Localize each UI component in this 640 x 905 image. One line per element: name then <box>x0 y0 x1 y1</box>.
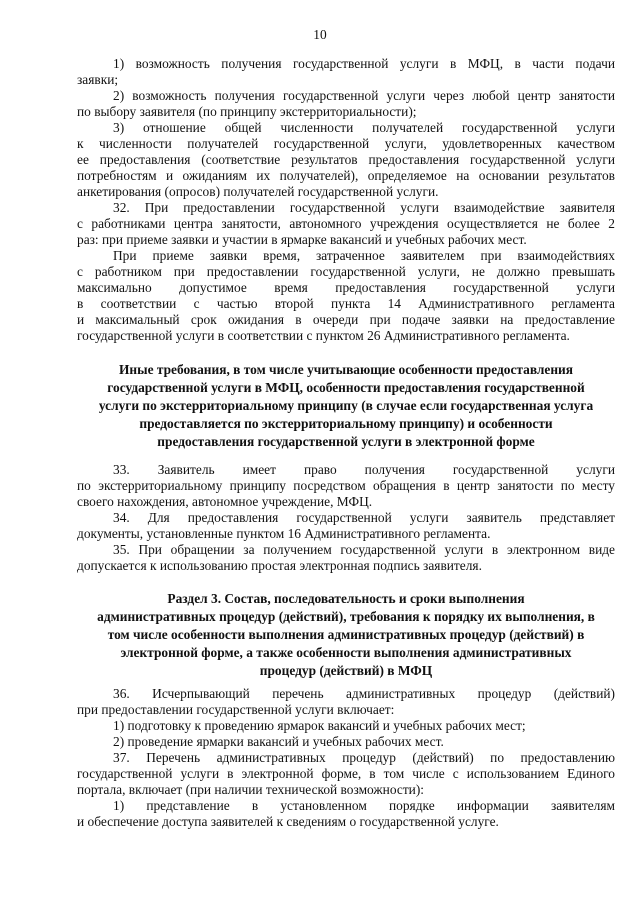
text-line: к численности получателей государственной услуги, удовлетворенных качеством <box>77 136 615 151</box>
para-35 <box>77 542 615 574</box>
text-line: с работниками центра занятости, автономного учреждения осуществляется не более 2 <box>77 216 615 231</box>
text-line: при предоставлении государственной услуги включает: <box>77 702 395 717</box>
text-line: При приеме заявки время, затраченное заявителем при взаимодействиях <box>113 248 615 263</box>
page-number: 10 <box>313 27 327 42</box>
text-line: 2) возможность получения государственной услуги через любой центр занятости <box>113 88 615 103</box>
text-line: 36. Исчерпывающий перечень административных процедур (действий) <box>113 686 615 701</box>
heading-line: услуги по экстерриториальному принципу (в случае если государственная услуга <box>98 398 594 413</box>
text-line: 34. Для предоставления государственной услуги заявитель представляет <box>113 510 615 525</box>
heading-line: процедур (действий) в МФЦ <box>259 663 433 678</box>
heading-line: Иные требования, в том числе учитывающие особенности предоставления <box>118 362 574 377</box>
text-line: заявки; <box>77 72 119 87</box>
heading-line: том числе особенности выполнения административных процедур (действий) в <box>107 627 585 642</box>
text-line: 1) подготовку к проведению ярмарок вакансий и учебных рабочих мест; <box>113 718 526 733</box>
para-32 <box>77 200 615 248</box>
text-line: 3) отношение общей численности получателей государственной услуги <box>113 120 615 135</box>
text-line: максимально допустимое время предоставления государственной услуги <box>77 280 615 295</box>
heading-line: предоставления государственной услуги в электронной форме <box>157 434 535 449</box>
text-line: раз: при приеме заявки и участии в ярмарке вакансий и учебных рабочих мест. <box>77 232 527 247</box>
para-33 <box>77 462 615 510</box>
para-32-waiting-time <box>77 248 615 344</box>
text-line: и максимальный срок ожидания в очереди при подаче заявки на предоставление <box>77 312 615 327</box>
para-1 <box>77 56 615 88</box>
text-line: государственной услуги в электронной форме, в том числе с использованием Единого <box>77 766 615 781</box>
heading-line: государственной услуги в МФЦ, особенности предоставления государственной <box>107 380 585 395</box>
text-line: портала, включает (при наличии технической возможности): <box>77 782 425 797</box>
section-heading-other-requirements <box>77 361 615 451</box>
text-line: 32. При предоставлении государственной услуги взаимодействие заявителя <box>113 200 615 215</box>
text-line: по выбору заявителя (по принципу экстерриториальности); <box>77 104 417 119</box>
para-3 <box>77 120 615 200</box>
text-line: государственной услуги в соответствии с пунктом 26 Административного регламента. <box>77 328 570 343</box>
heading-line: административных процедур (действий), требования к порядку их выполнения, в <box>97 609 595 624</box>
para-34 <box>77 510 615 542</box>
para-36 <box>77 686 615 718</box>
para-37 <box>77 750 615 798</box>
text-line: 33. Заявитель имеет право получения государственной услуги <box>113 462 615 477</box>
text-line: и обеспечение доступа заявителей к сведениям о государственной услуге. <box>77 814 499 829</box>
para-2 <box>77 88 615 120</box>
para-36-item-2 <box>77 734 615 750</box>
text-line: 35. При обращении за получением государственной услуги в электронном виде <box>113 542 615 557</box>
text-line: 1) представление в установленном порядке информации заявителям <box>113 798 615 813</box>
text-line: с работником при предоставлении государственной услуги, не должно превышать <box>77 264 615 279</box>
para-36-item-1 <box>77 718 615 734</box>
heading-line: электронной форме, а также особенности выполнения административных <box>120 645 572 660</box>
text-line: 37. Перечень административных процедур (действий) по предоставлению <box>113 750 615 765</box>
text-line: потребностям и ожиданиям их получателей), определяемое на основании результатов <box>77 168 615 183</box>
text-line: допускается к использованию простая электронная подпись заявителя. <box>77 558 482 573</box>
text-line: документы, установленные пунктом 16 Административного регламента. <box>77 526 491 541</box>
text-line: 1) возможность получения государственной услуги в МФЦ, в части подачи <box>113 56 615 71</box>
heading-line: предоставляется по экстерриториальному принципу) и особенности <box>139 416 553 431</box>
heading-line: Раздел 3. Состав, последовательность и сроки выполнения <box>167 591 525 606</box>
text-line: 2) проведение ярмарки вакансий и учебных рабочих мест. <box>113 734 444 749</box>
text-line: анкетирования (опросов) получателей государственной услуги. <box>77 184 439 199</box>
section-heading-section-3 <box>77 590 615 680</box>
text-line: ее предоставления (соответствие результатов предоставления государственной услуги <box>77 152 615 167</box>
text-line: своего нахождения, автономное учреждение, МФЦ. <box>77 494 373 509</box>
para-37-item-1 <box>77 798 615 830</box>
text-line: в соответствии с частью второй пункта 14 Административного регламента <box>77 296 615 311</box>
text-line: по экстерриториальному принципу посредством обращения в центр занятости по месту <box>77 478 615 493</box>
